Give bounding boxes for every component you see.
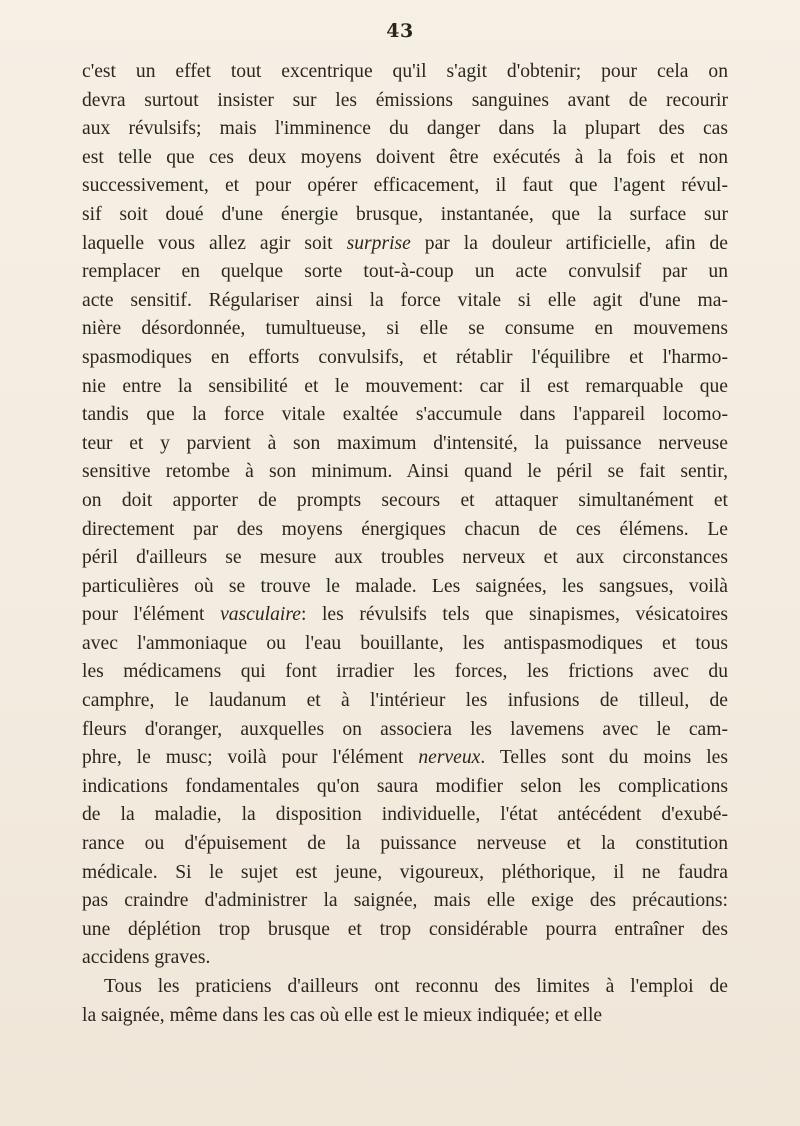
text-line bbox=[82, 944, 728, 973]
text-segment: camphre, le laudanum et à l'intérieur les infusions de tilleul, de bbox=[82, 690, 728, 712]
text-line bbox=[82, 287, 728, 316]
text-segment: pour l'élément bbox=[82, 604, 221, 626]
text-line bbox=[82, 115, 728, 144]
text-line bbox=[82, 487, 728, 516]
text-line bbox=[82, 973, 728, 1002]
text-segment: . Telles sont du moins les bbox=[480, 747, 728, 769]
text-segment: péril d'ailleurs se mesure aux troubles nerveux et aux circonstances bbox=[82, 547, 728, 569]
text-line bbox=[82, 744, 728, 773]
body-text bbox=[82, 58, 728, 1030]
text-segment: sif soit doué d'une énergie brusque, instantanée, que la surface sur bbox=[82, 203, 728, 225]
text-line bbox=[82, 601, 728, 630]
text-line bbox=[82, 630, 728, 659]
text-line bbox=[82, 1002, 728, 1031]
text-segment: laquelle vous allez agir soit bbox=[82, 232, 347, 254]
text-line bbox=[82, 458, 728, 487]
text-segment: remplacer en quelque sorte tout-à-coup un acte convulsif par un bbox=[82, 261, 728, 283]
text-segment: la saignée, même dans les cas où elle est le mieux indiquée; et elle bbox=[82, 1004, 603, 1026]
text-segment: de la maladie, la disposition individuelle, l'état antécédent d'exubé- bbox=[82, 804, 728, 826]
text-segment: phre, le musc; voilà pour l'élément bbox=[82, 747, 419, 769]
text-segment: aux révulsifs; mais l'imminence du danger dans la plupart des cas bbox=[82, 118, 728, 140]
text-line bbox=[82, 144, 728, 173]
text-line bbox=[82, 916, 728, 945]
text-segment: acte sensitif. Régulariser ainsi la force vitale si elle agit d'une ma- bbox=[82, 289, 728, 311]
text-line bbox=[82, 58, 728, 87]
text-line bbox=[82, 201, 728, 230]
text-line bbox=[82, 830, 728, 859]
text-segment: : les révulsifs tels que sinapismes, vésicatoires bbox=[300, 604, 728, 626]
text-segment: par la douleur artificielle, afin de bbox=[410, 232, 728, 254]
page-number: 43 bbox=[386, 20, 414, 42]
text-segment: c'est un effet tout excentrique qu'il s'agit d'obtenir; pour cela on bbox=[82, 61, 728, 82]
text-segment: indications fondamentales qu'on saura modifier selon les complications bbox=[82, 775, 728, 797]
text-segment: tandis que la force vitale exaltée s'accumule dans l'appareil locomo- bbox=[82, 404, 728, 426]
text-line bbox=[82, 801, 728, 830]
text-segment: fleurs d'oranger, auxquelles on associera les lavemens avec le cam- bbox=[82, 718, 728, 740]
text-segment: directement par des moyens énergiques chacun de ces élémens. Le bbox=[82, 518, 728, 540]
text-segment: est telle que ces deux moyens doivent être exécutés à la fois et non bbox=[82, 146, 728, 168]
text-line bbox=[82, 658, 728, 687]
text-segment: nie entre la sensibilité et le mouvement: car il est remarquable que bbox=[82, 375, 728, 397]
text-segment: accidens graves. bbox=[82, 947, 211, 969]
text-segment: on doit apporter de prompts secours et attaquer simultanément et bbox=[82, 489, 728, 511]
text-segment: une déplétion trop brusque et trop considérable pourra entraîner des bbox=[82, 918, 728, 940]
text-line bbox=[82, 773, 728, 802]
text-line bbox=[82, 344, 728, 373]
text-segment: teur et y parvient à son maximum d'intensité, la puissance nerveuse bbox=[82, 432, 728, 454]
text-line bbox=[82, 887, 728, 916]
text-line bbox=[82, 430, 728, 459]
text-line bbox=[82, 716, 728, 745]
text-segment: les médicamens qui font irradier les forces, les frictions avec du bbox=[82, 661, 728, 683]
text-line bbox=[82, 687, 728, 716]
text-segment: sensitive retombe à son minimum. Ainsi quand le péril se fait sentir, bbox=[82, 461, 728, 483]
text-segment: médicale. Si le sujet est jeune, vigoureux, pléthorique, il ne faudra bbox=[82, 861, 728, 883]
italic-term: vasculaire bbox=[220, 604, 301, 626]
text-segment: rance ou d'épuisement de la puissance nerveuse et la constitution bbox=[82, 833, 728, 855]
text-line bbox=[82, 172, 728, 201]
text-line bbox=[82, 544, 728, 573]
text-line bbox=[82, 516, 728, 545]
text-segment: Tous les praticiens d'ailleurs ont reconnu des limites à l'emploi de bbox=[104, 976, 728, 997]
italic-term: nerveux bbox=[418, 747, 481, 769]
text-segment: particulières où se trouve le malade. Les saignées, les sangsues, voilà bbox=[82, 575, 728, 597]
text-line bbox=[82, 258, 728, 287]
text-line bbox=[82, 573, 728, 602]
text-line bbox=[82, 373, 728, 402]
text-line bbox=[82, 230, 728, 259]
text-line bbox=[82, 87, 728, 116]
text-segment: successivement, et pour opérer efficacement, il faut que l'agent révul- bbox=[82, 175, 728, 197]
text-segment: nière désordonnée, tumultueuse, si elle se consume en mouvemens bbox=[82, 318, 728, 340]
text-line bbox=[82, 401, 728, 430]
text-segment: pas craindre d'administrer la saignée, mais elle exige des précautions: bbox=[82, 890, 728, 912]
text-segment: spasmodiques en efforts convulsifs, et rétablir l'équilibre et l'harmo- bbox=[82, 346, 728, 368]
text-line bbox=[82, 315, 728, 344]
text-segment: devra surtout insister sur les émissions sanguines avant de recourir bbox=[82, 89, 728, 111]
text-segment: avec l'ammoniaque ou l'eau bouillante, les antispasmodiques et tous bbox=[82, 632, 728, 654]
text-line bbox=[82, 859, 728, 888]
italic-term: surprise bbox=[346, 232, 411, 254]
